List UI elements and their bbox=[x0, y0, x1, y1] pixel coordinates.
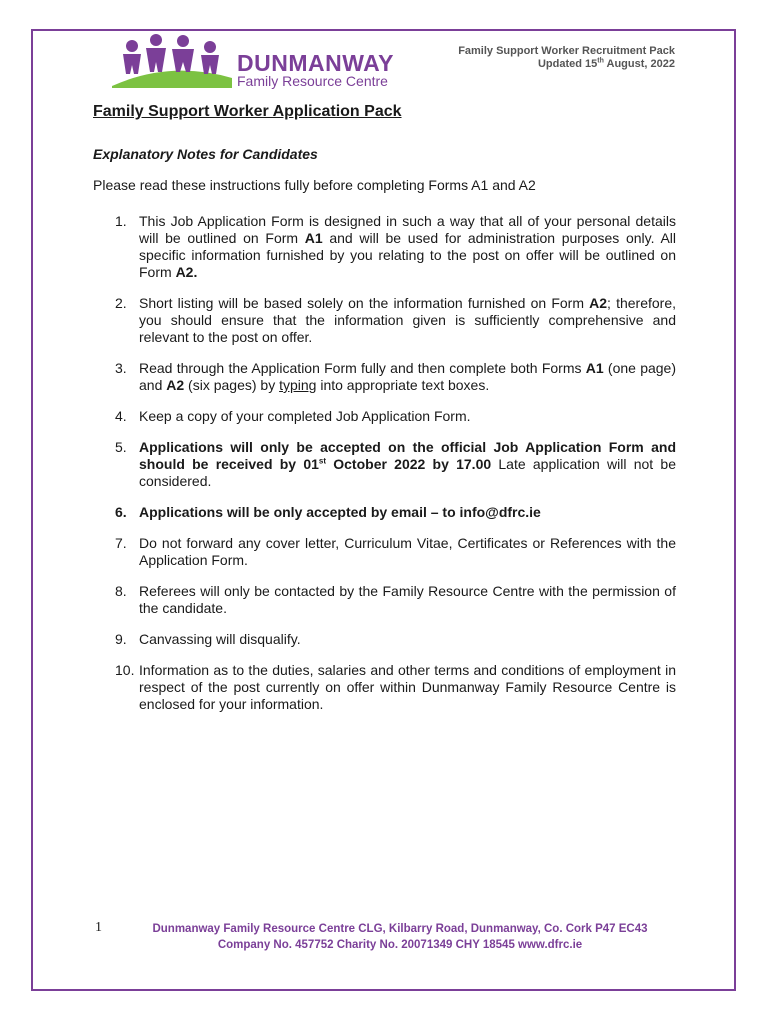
page-title: Family Support Worker Application Pack bbox=[93, 103, 402, 120]
list-item: 3. Read through the Application Form fully and then complete both Forms A1 (one page) and A2 (six pages) by typing into appropriate text boxes. bbox=[115, 360, 676, 393]
logo-title: DUNMANWAY bbox=[237, 50, 394, 76]
page-number: 1 bbox=[95, 920, 102, 935]
list-item: 4. Keep a copy of your completed Job Application Form. bbox=[115, 408, 471, 424]
list-item: 10. Information as to the duties, salaries and other terms and conditions of employment in respect of the post currently on offer within Dunmanway Family Resource Centre is enclosed for your information. bbox=[115, 662, 676, 712]
instructions-list bbox=[93, 213, 676, 727]
section-heading: Explanatory Notes for Candidates bbox=[93, 146, 318, 162]
intro-text: Please read these instructions fully before completing Forms A1 and A2 bbox=[93, 177, 536, 193]
header-info bbox=[458, 45, 675, 71]
footer-line-1: Dunmanway Family Resource Centre CLG, Kilbarry Road, Dunmanway, Co. Cork P47 EC43 bbox=[152, 923, 648, 935]
logo-subtitle: Family Resource Centre bbox=[237, 73, 388, 89]
list-item: 8. Referees will only be contacted by the Family Resource Centre with the permission of the candidate. bbox=[115, 583, 676, 616]
footer-line-2: Company No. 457752 Charity No. 20071349 CHY 18545 www.dfrc.ie bbox=[217, 939, 583, 951]
list-item: 5. Applications will only be accepted on the official Job Application Form and should be received by 01st October 2022 by 17.00 Late application will not be considered. bbox=[115, 439, 676, 489]
list-item: 9. Canvassing will disqualify. bbox=[115, 631, 301, 647]
updated-date: Updated 15th August, 2022 bbox=[537, 57, 675, 70]
pack-title: Family Support Worker Recruitment Pack bbox=[458, 45, 675, 57]
list-item: 6. Applications will be only accepted by email – to info@dfrc.ie bbox=[115, 504, 541, 520]
footer bbox=[110, 921, 690, 953]
list-item: 2. Short listing will be based solely on the information furnished on Form A2; therefore, you should ensure that the information given is sufficiently comprehensive and relevant to the post on offer. bbox=[115, 295, 677, 345]
list-item: 7. Do not forward any cover letter, Curriculum Vitae, Certificates or References with the Application Form. bbox=[115, 535, 676, 568]
list-item: 1. This Job Application Form is designed in such a way that all of your personal details will be outlined on Form A1 and will be used for administration purposes only. All specific information furnished by you relating to the post on offer will be outlined on Form A2. bbox=[115, 213, 676, 280]
